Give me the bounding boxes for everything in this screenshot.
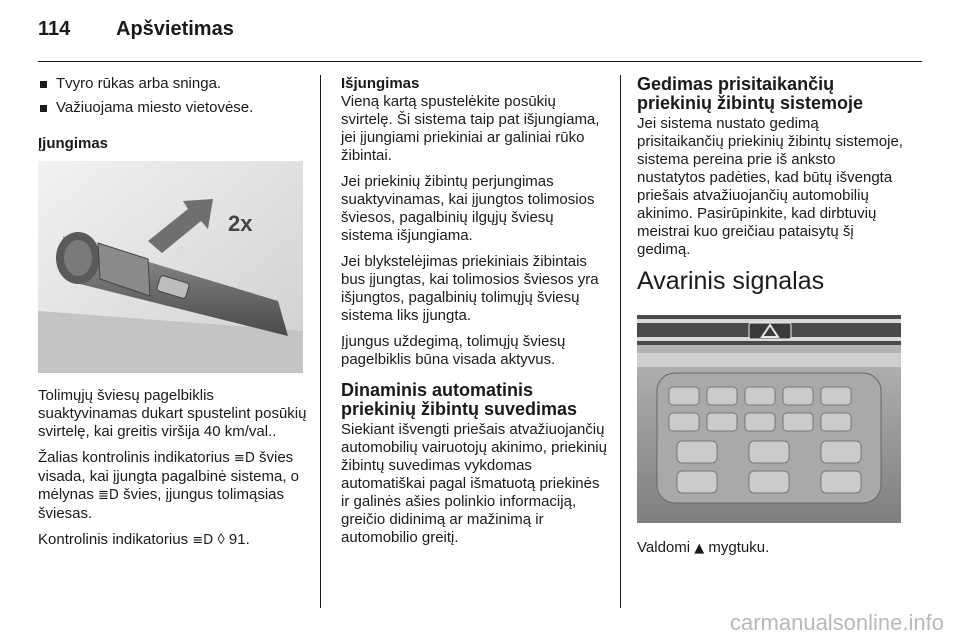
hazard-button-illustration [637,315,901,523]
paragraph: Jei blykstelėjimas priekiniais žibintais bus įjungtas, kai tolimosios šviesos yra išjungtos, pagalbinių tolimųjų šviesų sistema liks įjungta. [341,253,599,324]
turn-signal-stalk-image [38,161,303,373]
figure-label: 2x [228,211,253,236]
figure-caption: Valdomi ▲ mygtuku. [637,539,770,556]
page-reference-link[interactable]: ◊ 91. [213,531,250,548]
section-heading-fault: Gedimas prisitaikančių priekinių žibintų sistemoje [637,74,864,113]
page-title: Apšvietimas [116,18,234,40]
section-heading-on: Įjungimas [38,135,109,152]
paragraph: Įjungus uždegimą, tolimųjų šviesų pagelbiklis būna visada aktyvus. [341,333,566,368]
paragraph: Tolimųjų šviesų pagelbiklis suaktyvinamas dukart spustelint posūkių svirtelę, kai greitis viršija 40 km/val.. [38,387,307,440]
center-console-image [637,315,901,523]
high-beam-icon: ≣D [98,488,119,503]
high-beam-assist-icon: ≡D [233,451,255,466]
page-number: 114 [38,18,71,40]
paragraph: Kontrolinis indikatorius ≡D ◊ 91. [38,531,250,548]
column-right [637,75,907,566]
bullet-item: Važiuojama miesto vietovėse. [38,99,308,117]
paragraph: Žalias kontrolinis indikatorius ≡D švies visada, kai įjungta pagalbinė sistema, o mėlynas ≣D švies, įjungus tolimąsias šviesas. [38,449,299,522]
column-left [38,75,308,558]
paragraph: Jei priekinių žibintų perjungimas suaktyvinamas, kai įjungtos tolimosios šviesos, pagalbinių ilgųjų šviesų sistema išjungiama. [341,173,595,244]
header-rule [38,61,922,62]
paragraph: Vieną kartą spustelėkite posūkių svirtelę. Ši sistema taip pat išjungiama, jei įjungiami priekiniai ar galiniai rūko žibintai. [341,93,600,164]
column-middle [341,75,609,555]
section-heading-headlight-range: Dinaminis automatinis priekinių žibintų suvedimas [341,380,578,419]
chapter-heading-hazard: Avarinis signalas [637,267,825,295]
stalk-illustration [38,161,303,373]
paragraph: Siekiant išvengti priešais atvažiuojančių automobilių vairuotojų akinimo, priekinių žibintų suvedimas vykdomas automatiškai pagal išmatuotą priekinės ir galinės ašies polinkio informaciją, greičio didinimą ar mažinimą ir automobilio greitį. [341,421,607,546]
high-beam-assist-icon: ≡D [192,533,214,548]
column-divider [320,75,321,608]
column-divider [620,75,621,608]
hazard-warning-icon: ▲ [694,541,705,556]
bullet-item: Tvyro rūkas arba sninga. [38,75,308,93]
paragraph: Jei sistema nustato gedimą prisitaikančių priekinių žibintų sistemoje, sistema pereina prie iš anksto nustatytos padėties, kad būtų išvengta priešais atvažiuojančių automobilių akinimo. Pasirūpinkite, kad dirbtuvių meistrai kuo greičiau pataisytų šį gedimą. [637,115,903,258]
watermark: carmanualsonline.info [729,610,944,635]
section-heading-off: Išjungimas [341,75,420,92]
